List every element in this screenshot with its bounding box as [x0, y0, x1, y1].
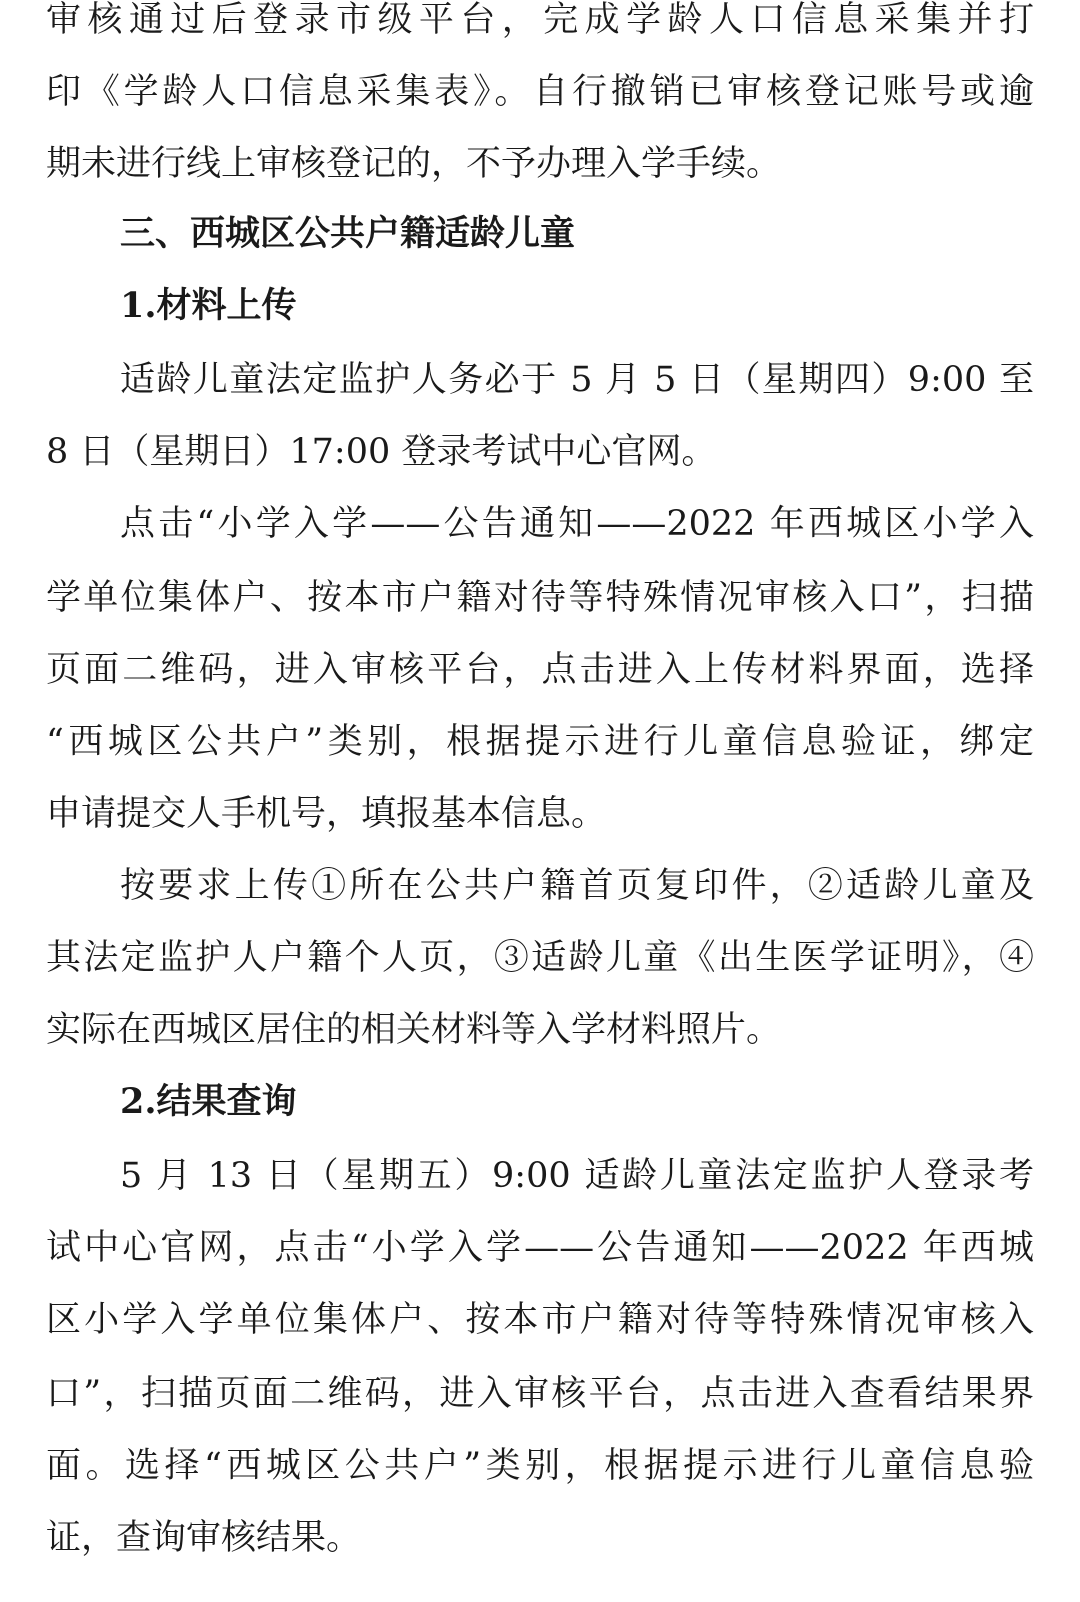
paragraph-line: 区小学入学单位集体户、按本市户籍对待等特殊情况审核入 [46, 1300, 1034, 1340]
paragraph-line: 口”，扫描页面二维码，进入审核平台，点击进入查看结果界 [46, 1374, 1034, 1414]
paragraph-line: 实际在西城区居住的相关材料等入学材料照片。 [46, 1010, 782, 1050]
paragraph-line: 点击“小学入学——公告通知——2022 年西城区小学入 [120, 504, 1034, 544]
paragraph-line: 期未进行线上审核登记的，不予办理入学手续。 [46, 144, 782, 184]
paragraph-line: 学单位集体户、按本市户籍对待等特殊情况审核入口”，扫描 [46, 578, 1034, 618]
subsection-heading: 2.结果查询 [120, 1081, 297, 1122]
paragraph-line: 证，查询审核结果。 [46, 1518, 362, 1558]
paragraph-line: 其法定监护人户籍个人页，③适龄儿童《出生医学证明》，④ [46, 938, 1034, 978]
paragraph-line: 试中心官网，点击“小学入学——公告通知——2022 年西城 [46, 1228, 1034, 1268]
subsection-heading: 1.材料上传 [120, 285, 297, 326]
paragraph-line: 按要求上传①所在公共户籍首页复印件，②适龄儿童及 [120, 866, 1034, 906]
section-heading: 三、西城区公共户籍适龄儿童 [120, 214, 576, 254]
paragraph-line: “西城区公共户”类别，根据提示进行儿童信息验证，绑定 [46, 722, 1034, 762]
paragraph-line: 申请提交人手机号，填报基本信息。 [46, 794, 607, 834]
paragraph-line: 印《学龄人口信息采集表》。自行撤销已审核登记账号或逾 [46, 72, 1034, 112]
paragraph-line: 5 月 13 日（星期五）9:00 适龄儿童法定监护人登录考 [120, 1156, 1034, 1196]
paragraph-line: 审核通过后登录市级平台，完成学龄人口信息采集并打 [46, 0, 1034, 40]
paragraph-line: 面。选择“西城区公共户”类别，根据提示进行儿童信息验 [46, 1446, 1034, 1486]
paragraph-line: 8 日（星期日）17:00 登录考试中心官网。 [46, 432, 717, 472]
paragraph-line: 适龄儿童法定监护人务必于 5 月 5 日（星期四）9:00 至 [120, 360, 1034, 400]
paragraph-line: 页面二维码，进入审核平台，点击进入上传材料界面，选择 [46, 650, 1034, 690]
